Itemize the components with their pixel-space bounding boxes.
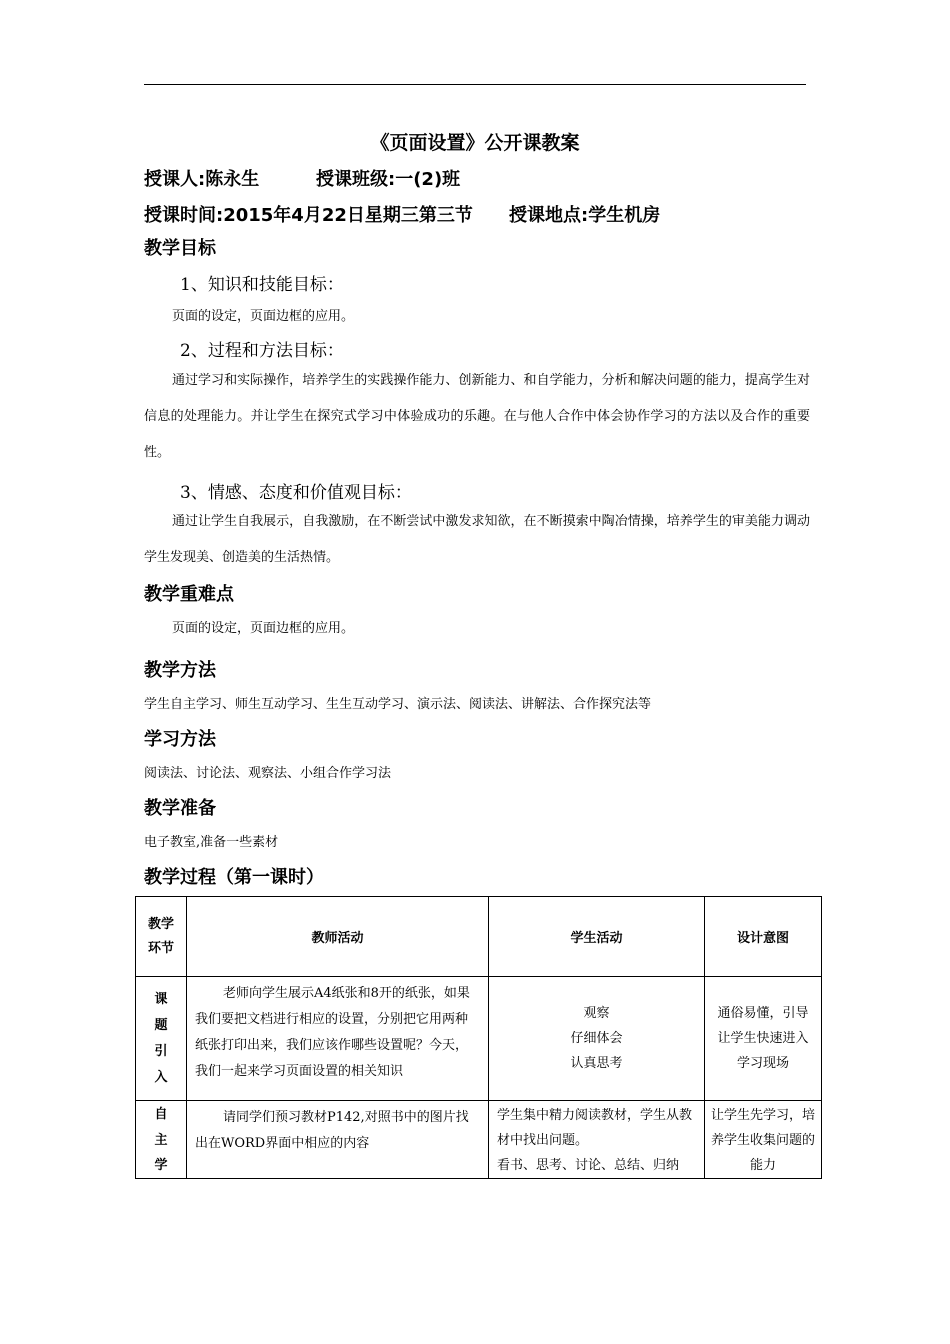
row2-teacher	[187, 1101, 489, 1179]
row2-student-steps: 看书、思考、讨论、总结、归纳	[497, 1158, 680, 1173]
header-segment-line2: 环节	[147, 940, 174, 956]
goal1-title: 1、知识和技能目标：	[180, 275, 344, 295]
row1-intent-text: 通俗易懂，引导让学生快速进入学习现场	[717, 1006, 809, 1071]
methods-heading: 教学方法	[144, 660, 216, 681]
row2-seg-char: 学	[154, 1158, 168, 1173]
process-table	[135, 896, 822, 1179]
table-header-row	[136, 897, 822, 977]
row2-teacher-text: 请同学们预习教材P142,对照书中的图片找出在WORD界面中相应的内容	[195, 1110, 469, 1151]
goal3-text: 通过让学生自我展示，自我激励，在不断尝试中激发求知欲，在不断摸索中陶冶情操，培养学生的审美能力调动学生发现美、创造美的生活热情。	[144, 514, 810, 565]
header-segment	[136, 897, 187, 977]
goal2-title: 2、过程和方法目标：	[180, 341, 344, 361]
row1-seg-char: 引	[154, 1043, 168, 1059]
goal2-text: 通过学习和实际操作，培养学生的实践操作能力、创新能力、和自学能力，分析和解决问题的能力，提高学生对信息的处理能力。并让学生在探究式学习中体验成功的乐趣。在与他人合作中体会协作学习的方法以及合作的重要性。	[144, 373, 810, 460]
document-title: 《页面设置》公开课教案	[370, 132, 580, 154]
row1-student-line: 认真思考	[570, 1056, 623, 1071]
row1-seg-char: 课	[154, 991, 168, 1007]
learning-heading: 学习方法	[144, 729, 216, 750]
row2-intent	[705, 1101, 822, 1179]
keypoints-text: 页面的设定，页面边框的应用。	[172, 621, 355, 636]
keypoints-heading: 教学重难点	[144, 584, 234, 605]
place-line: 授课地点:学生机房	[509, 205, 661, 226]
row1-segment	[136, 977, 187, 1101]
row2-seg-char: 主	[154, 1133, 168, 1148]
row1-seg-char: 入	[154, 1069, 168, 1085]
goals-heading: 教学目标	[144, 238, 216, 259]
header-intent: 设计意图	[705, 897, 822, 977]
row1-student-line: 观察	[583, 1006, 610, 1021]
header-student: 学生活动	[489, 897, 705, 977]
methods-text: 学生自主学习、师生互动学习、生生互动学习、演示法、阅读法、讲解法、合作探究法等	[144, 697, 652, 712]
row1-student-line: 仔细体会	[570, 1031, 623, 1046]
row1-teacher	[187, 977, 489, 1101]
goal3-title: 3、情感、态度和价值观目标：	[180, 483, 412, 503]
row1-student	[489, 977, 705, 1101]
table-row	[136, 1101, 822, 1179]
teacher-line: 授课人:陈永生	[144, 169, 260, 190]
table-row	[136, 977, 822, 1101]
class-line: 授课班级:一(2)班	[316, 169, 461, 190]
row2-student-text: 学生集中精力阅读教材，学生从教材中找出问题。	[497, 1108, 693, 1148]
goal1-text: 页面的设定，页面边框的应用。	[172, 309, 355, 324]
row2-seg-char: 自	[154, 1107, 168, 1122]
header-segment-line1: 教学	[147, 916, 174, 932]
row1-intent	[705, 977, 822, 1101]
learning-text: 阅读法、讨论法、观察法、小组合作学习法	[144, 766, 392, 781]
prep-text: 电子教室,准备一些素材	[144, 835, 279, 850]
time-line: 授课时间:2015年4月22日星期三第三节	[144, 205, 473, 226]
row2-intent-text: 让学生先学习，培养学生收集问题的能力	[711, 1108, 816, 1173]
process-heading: 教学过程（第一课时）	[144, 867, 324, 888]
row1-seg-char: 题	[154, 1017, 168, 1033]
row1-teacher-text: 老师向学生展示A4纸张和8开的纸张，如果我们要把文档进行相应的设置，分别把它用两种纸张打印出来，我们应该作哪些设置呢？今天，我们一起来学习页面设置的相关知识	[195, 986, 470, 1079]
header-rule	[144, 84, 806, 85]
prep-heading: 教学准备	[144, 798, 216, 819]
row2-segment	[136, 1101, 187, 1179]
header-teacher: 教师活动	[187, 897, 489, 977]
row2-student	[489, 1101, 705, 1179]
